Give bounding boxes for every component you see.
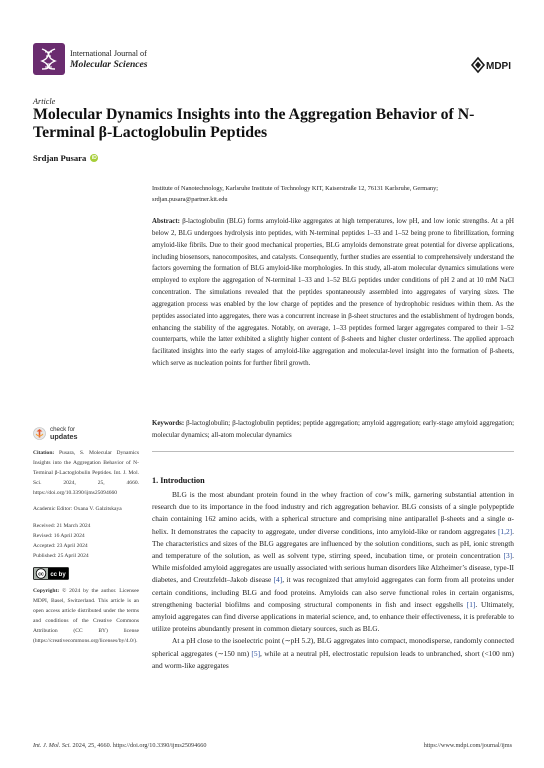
footer-citation-rest[interactable]: 2024, 25, 4660. https://doi.org/10.3390/ijms25094660 [72,742,207,749]
section-divider [152,451,514,452]
journal-name-line2: Molecular Sciences [70,59,148,70]
article-type-label: Article [33,97,56,106]
intro-p1-text-a: BLG is the most abundant protein found in the whey fraction of cow’s milk, garnering substantial attention in research due to its importance in the food industry and rich aggregation behavior. BLG consists of a single polypeptide chain containing 162 amino acids, with a spherical structure and comprising nine antiparallel β-sheets and a single α-helix. It demonstrates the capacity to aggregate, under diverse conditions, into amyloid-like or random aggregates [152,490,514,536]
citation-link[interactable]: [1] [466,599,476,609]
citation-block [33,448,139,498]
author-line [33,153,98,163]
check-updates-line1: check for [50,426,76,433]
citation-link[interactable]: [3] [503,551,513,561]
intro-p1-text-d: , it was recognized that amyloid aggregates can form from all proteins under certain conditions, including BLG and food proteins. Amyloids can also serve functional roles in certain organisms, strengthening bacterial biofilms and composing structural components in fish and insect eggshells [152,575,514,609]
citation-link[interactable]: [5] [251,648,261,658]
affiliation: Institute of Nanotechnology, Karlsruhe Institute of Technology KIT, Kaiserstraße 12, 76131 Karlsruhe, Germany; srdjan.pusara@partner.kit.edu [152,185,439,203]
intro-p1-text-e: . Ultimately, amyloid aggregates can find diverse applications in material science, and, to enhance their effectiveness, it is preferable to utilize proteins abundantly present in common dietary sources, such as BLG. [152,599,515,634]
intro-p2-text-b: , while at a neutral pH, electrostatic repulsion leads to unbranched, short (<100 nm) and worm-like aggregates [152,648,514,670]
revised-date: Revised: 16 April 2024 [33,532,85,539]
keywords-text: β-lactoglobulin; β-lactoglobulin peptides; peptide aggregation; amyloid aggregation; early-stage amyloid aggregation; molecular dynamics; all-atom molecular dynamics [152,420,514,439]
accepted-date: Accepted: 23 April 2024 [33,542,88,549]
journal-logo-icon [33,43,65,75]
keywords-label: Keywords: [152,420,185,427]
section-heading-introduction: 1. Introduction [152,476,205,485]
published-date: Published: 25 April 2024 [33,552,89,559]
citation-label: Citation: [33,450,55,456]
check-for-updates-button[interactable] [33,427,78,441]
check-updates-line2: updates [50,431,78,441]
cc-by-license-icon[interactable] [33,567,69,580]
copyright-label: Copyright: [33,587,60,594]
mdpi-logo-text: MDPI [486,61,511,72]
footer-citation [33,742,207,749]
abstract [152,216,514,370]
introduction-body [152,489,514,672]
academic-editor-block [33,504,139,514]
footer-journal-url[interactable]: https://www.mdpi.com/journal/ijms [423,742,512,749]
author-name[interactable]: Srdjan Pusara [33,153,87,163]
orcid-icon[interactable]: iD [91,155,97,161]
academic-editor-label: Academic Editor: [33,506,73,513]
mdpi-logo-icon[interactable] [470,55,512,75]
abstract-label: Abstract: [152,218,180,225]
citation-link[interactable]: [4] [273,575,283,585]
footer-journal-abbrev: Int. J. Mol. Sci. [33,742,71,749]
received-date: Received: 21 March 2024 [33,522,91,529]
sidebar-metadata [33,448,139,653]
intro-p2-text-a: At a pH close to the isoelectric point (∼pH 5.2), BLG aggregates into compact, monodisperse, randomly connected spherical aggregates (∼150 nm) [152,636,514,658]
copyright-block [33,586,139,647]
svg-text:cc: cc [38,571,44,578]
dates-block [33,521,139,561]
check-updates-text [50,427,78,441]
academic-editor-name: Oxana V. Galzitskaya [73,506,122,513]
cc-by-text: cc by [50,571,66,578]
intro-paragraph-1 [152,489,514,635]
intro-p1-text-c: . While misfolded amyloid aggregates are usually associated with serious human disorders like Alzheimer’s disease, type-II diabetes, and Creutzfeldt–Jakob disease [152,551,514,585]
citation-link[interactable]: [1,2] [497,526,513,536]
journal-name-line1: International Journal of [70,49,147,58]
citation-text[interactable]: Pusara, S. Molecular Dynamics Insights into the Aggregation Behavior of N-Terminal β-Lactoglobulin Peptides. Int. J. Mol. Sci. 2024, 25, 4660. https://doi.org/10.3390/ijms25094660 [33,450,139,497]
check-updates-icon [33,427,46,440]
abstract-text: β-lactoglobulin (BLG) forms amyloid-like aggregates at high temperatures, low pH, and low ionic strengths. At a pH below 2, BLG undergoes hydrolysis into peptides, with N-terminal peptides 1–33 and 1–52 being prone to fibrillization, forming amyloid-like fibrils. Due to their good mechanical properties, BLG amyloids demonstrate great potential for diverse applications, including biosensors, nanocomposites, and catalysts. Consequently, further studies are essential to comprehensively understand the factors governing the formation of BLG amyloid-like morphologies. In this study, all-atom molecular dynamics simulations were employed to explore the aggregation of N-terminal 1–33 and 1–52 BLG peptides under conditions of pH 2 and at 10 mM NaCl concentration. The simulations revealed that the peptides spontaneously assembled into aggregates of varying sizes. The aggregation process was enabled by the low charge of peptides and the presence of hydrophobic residues within them. As the peptides associated into aggregates, there was a concurrent increase in β-sheet structures and the establishment of hydrogen bonds, enhancing the stability of the aggregates. Notably, on average, 1–33 peptides formed larger aggregates compared to their 1–52 counterparts, while the latter exhibited a slightly higher content of β-sheets and higher cluster orderliness. The applied approach facilitated insights into the early stages of amyloid-like aggregation and molecular-level insight into the formation of β-sheets, which serve as nucleation points for further fibril growth. [152,218,514,368]
intro-paragraph-2 [152,635,514,672]
keywords [152,418,514,442]
copyright-text: © 2024 by the author. Licensee MDPI, Basel, Switzerland. This article is an open access article distributed under the terms and conditions of the Creative Commons Attribution (CC BY) license (https://creativecommons.org/licenses/by/4.0/). [33,587,139,645]
article-title: Molecular Dynamics Insights into the Aggregation Behavior of N-Terminal β-Lactoglobulin Peptides [33,106,475,141]
intro-p1-text-b: . The characteristics and sizes of the BLG aggregates are influenced by the solution conditions, such as pH, ionic strength and temperature of the solution, as well as solvent type, stirring speed, incubation time, or protein concentration [152,526,514,561]
